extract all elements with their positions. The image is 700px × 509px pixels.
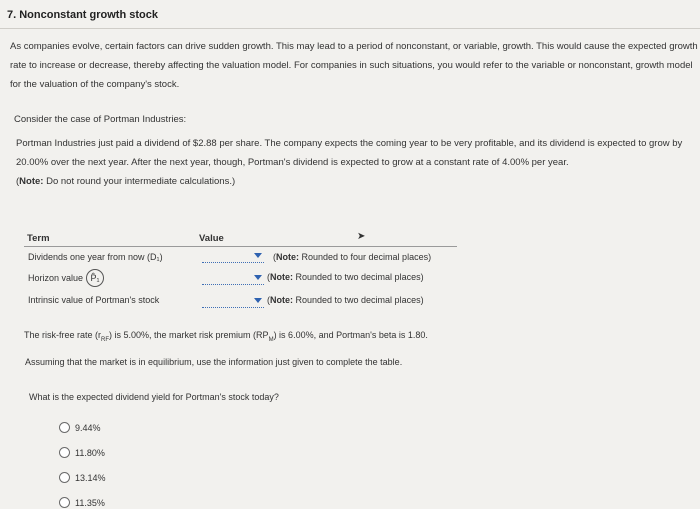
note-horizon-text: Rounded to two decimal places) (293, 272, 424, 282)
chevron-down-icon (254, 253, 262, 258)
equilibrium-text: Assuming that the market is in equilibrium, use the information just given to complete the table. (25, 357, 403, 367)
note-open: ( (16, 176, 20, 187)
column-header-term: Term (27, 233, 50, 244)
note-dividends-text: Rounded to four decimal places) (299, 252, 432, 262)
radio-button[interactable] (59, 447, 70, 458)
intrinsic-dropdown[interactable] (202, 296, 264, 308)
question-text: What is the expected dividend yield for Portman's stock today? (29, 392, 279, 402)
note-intrinsic: (Note: Rounded to two decimal places) (267, 295, 424, 305)
risk-text-c: ) is 6.00%, and Portman's beta is 1.80. (273, 330, 428, 340)
risk-text-a: The risk-free rate (r (24, 330, 102, 340)
radio-button[interactable] (59, 422, 70, 433)
row-label-intrinsic: Intrinsic value of Portman's stock (28, 295, 160, 305)
horizon-dropdown[interactable] (202, 273, 264, 285)
problem-title: 7. Nonconstant growth stock (7, 9, 158, 21)
option-4[interactable] (59, 497, 105, 508)
chevron-down-icon (254, 298, 262, 303)
radio-button[interactable] (59, 472, 70, 483)
column-header-value: Value (199, 233, 224, 244)
radio-button[interactable] (59, 497, 70, 508)
horizon-symbol: P̂₁ (86, 269, 104, 287)
note-horizon: (Note: Rounded to two decimal places) (267, 272, 424, 282)
option-label: 11.35% (75, 497, 105, 508)
option-label: 9.44% (75, 422, 101, 433)
note-intrinsic-text: Rounded to two decimal places) (293, 295, 424, 305)
option-3[interactable] (59, 472, 106, 483)
note-label: Note: (19, 176, 44, 187)
risk-text-b: ) is 5.00%, the market risk premium (RP (109, 330, 269, 340)
option-label: 11.80% (75, 447, 105, 458)
note-text: Do not round your intermediate calculations.) (43, 176, 236, 187)
note-horizon-label: Note: (270, 272, 293, 282)
note-dividends-label: Note: (276, 252, 299, 262)
note-intrinsic-label: Note: (270, 295, 293, 305)
note-dividends: (Note: Rounded to four decimal places) (273, 252, 432, 262)
option-1[interactable] (59, 422, 101, 433)
dividends-dropdown[interactable] (202, 251, 264, 263)
horizon-label-text: Horizon value (28, 273, 84, 283)
intro-paragraph: As companies evolve, certain factors can drive sudden growth. This may lead to a period of nonconstant, or variable, growth. This would cause the expected growth rate to increase or decrease, thereby affecting the valuation model. For companies in such situations, you would refer to the variable or nonconstant, growth model for the valuation of the company's stock. (10, 41, 698, 90)
case-text: Portman Industries just paid a dividend of $2.88 per share. The company expects the coming year to be very profitable, and its dividend is expected to grow by 20.00% over the next year. After the next year, though, Portman's dividend is expected to grow at a constant rate of 4.00% per year. (16, 138, 683, 168)
chevron-down-icon (254, 275, 262, 280)
mouse-cursor-icon: ➤ (357, 231, 366, 242)
title-divider (0, 28, 700, 29)
option-label: 13.14% (75, 472, 106, 483)
case-paragraph (16, 134, 696, 191)
consider-text: Consider the case of Portman Industries: (14, 114, 187, 125)
risk-free-text (24, 330, 428, 343)
table-header-line (24, 246, 457, 247)
option-2[interactable] (59, 447, 105, 458)
row-label-horizon (28, 268, 104, 288)
row-label-dividends: Dividends one year from now (D₁) (28, 252, 163, 262)
risk-text-a-sub: RF (101, 336, 110, 343)
risk-text-b-sub: M (268, 336, 274, 343)
